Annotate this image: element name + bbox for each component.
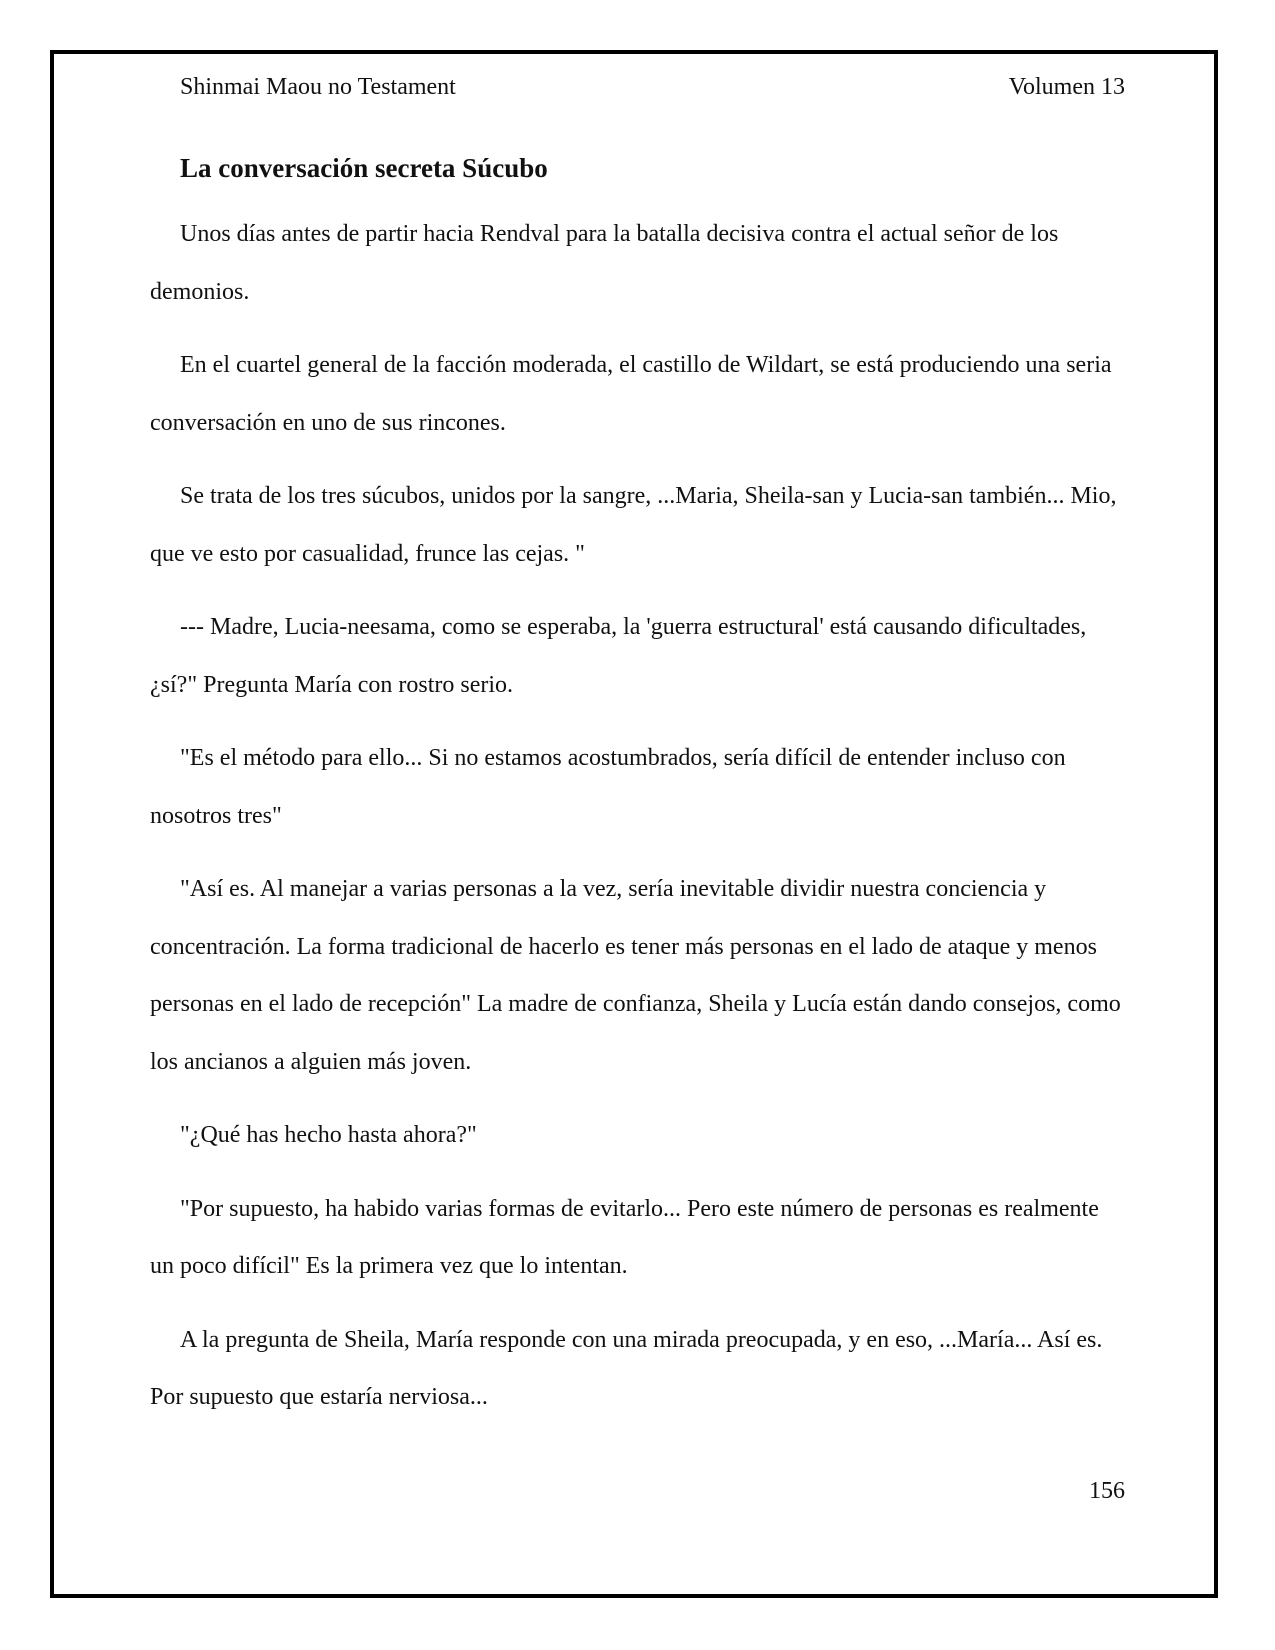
body-text	[150, 206, 1128, 1443]
paragraph: "Es el método para ello... Si no estamos acostumbrados, sería difícil de entender incluso con nosotros tres"	[150, 745, 1066, 829]
header-book-title: Shinmai Maou no Testament	[180, 74, 456, 100]
paragraph: "Así es. Al manejar a varias personas a la vez, sería inevitable dividir nuestra conciencia y concentración. La forma tradicional de hacerlo es tener más personas en el lado de ataque y menos personas en el lado de recepción" La madre de confianza, Sheila y Lucía están dando consejos, como los ancianos a alguien más joven.	[150, 876, 1121, 1075]
page-number: 156	[1089, 1478, 1125, 1504]
paragraph: Se trata de los tres súcubos, unidos por la sangre, ...Maria, Sheila-san y Lucia-san también... Mio, que ve esto por casualidad, frunce las cejas. "	[150, 483, 1117, 567]
paragraph: --- Madre, Lucia-neesama, como se esperaba, la 'guerra estructural' está causando dificultades, ¿sí?" Pregunta María con rostro serio.	[150, 614, 1087, 698]
paragraph: En el cuartel general de la facción moderada, el castillo de Wildart, se está produciendo una seria conversación en uno de sus rincones.	[150, 352, 1112, 436]
paragraph: "¿Qué has hecho hasta ahora?"	[180, 1122, 477, 1148]
paragraph: A la pregunta de Sheila, María responde con una mirada preocupada, y en eso, ...María... Así es. Por supuesto que estaría nerviosa...	[150, 1326, 1103, 1410]
chapter-title: La conversación secreta Súcubo	[180, 153, 548, 183]
paragraph: Unos días antes de partir hacia Rendval para la batalla decisiva contra el actual señor de los demonios.	[150, 221, 1059, 305]
paragraph: "Por supuesto, ha habido varias formas de evitarlo... Pero este número de personas es realmente un poco difícil" Es la primera vez que lo intentan.	[150, 1195, 1099, 1279]
header-volume: Volumen 13	[1008, 74, 1125, 100]
